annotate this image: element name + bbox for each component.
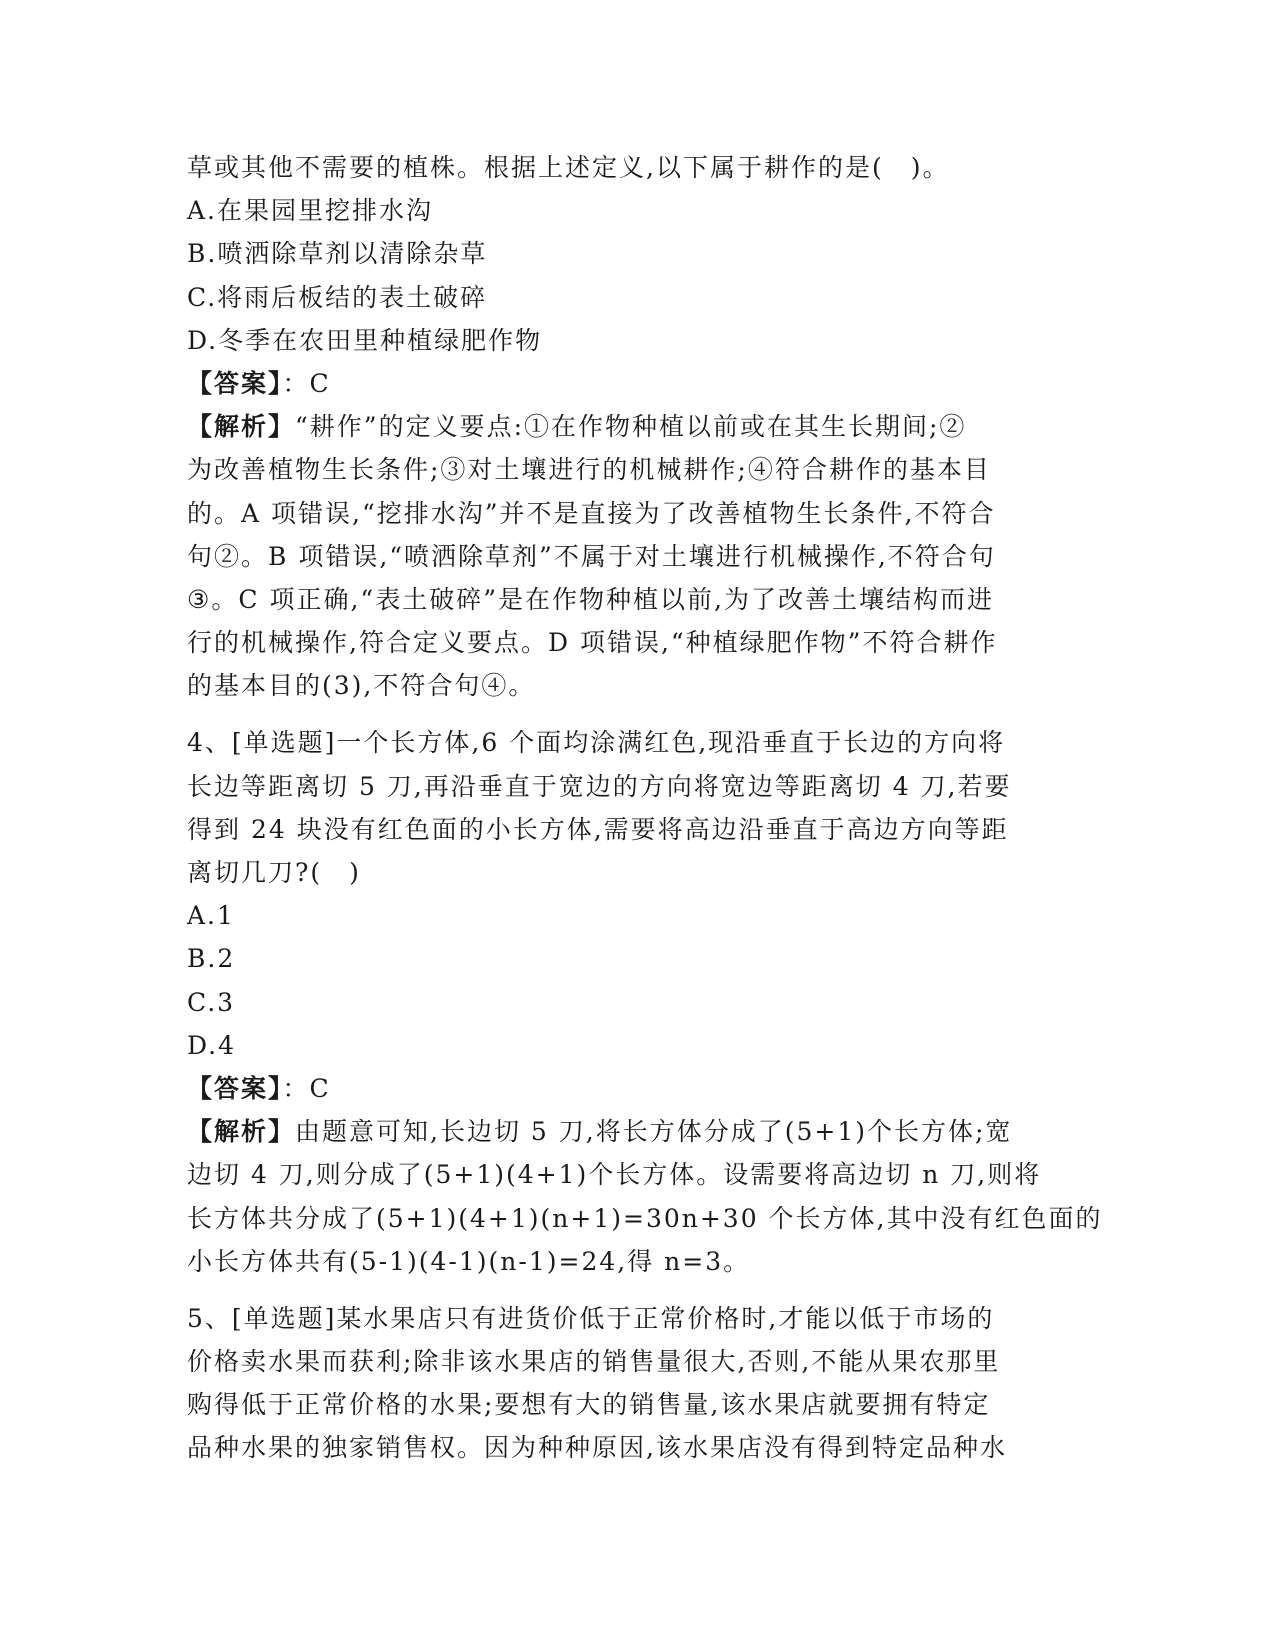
q5-stem-line: 品种水果的独家销售权。因为种种原因,该水果店没有得到特定品种水 xyxy=(187,1433,1007,1463)
paragraph-gap xyxy=(187,1283,1087,1297)
q3-analysis-text: “耕作”的定义要点:①在作物种植以前或在其生长期间;② xyxy=(295,412,967,442)
q4-analysis-line: 边切 4 刀,则分成了(5+1)(4+1)个长方体。设需要将高边切 n 刀,则将 xyxy=(187,1160,1042,1190)
q4-stem-line: 4、[单选题]一个长方体,6 个面均涂满红色,现沿垂直于长边的方向将 xyxy=(187,728,1006,758)
q3-analysis-line: ③。C 项正确,“表土破碎”是在作物种植以前,为了改善土壤结构而进 xyxy=(187,584,994,614)
q4-stem-line: 得到 24 块没有红色面的小长方体,需要将高边沿垂直于高边方向等距 xyxy=(187,814,1009,844)
q3-analysis-label: 【解析】 xyxy=(187,412,296,442)
q5-stem-line: 购得低于正常价格的水果;要想有大的销售量,该水果店就要拥有特定 xyxy=(187,1390,991,1420)
q3-option-a: A.在果园里挖排水沟 xyxy=(187,196,434,226)
q4-analysis-line: 长方体共分成了(5+1)(4+1)(n+1)=30n+30 个长方体,其中没有红色面的 xyxy=(187,1203,1103,1233)
q4-stem-line: 离切几刀?( ) xyxy=(187,858,361,887)
q3-option-b: B.喷洒除草剂以清除杂草 xyxy=(187,239,488,269)
q4-analysis-text: 由题意可知,长边切 5 刀,将长方体分成了(5+1)个长方体;宽 xyxy=(295,1117,1013,1147)
q4-answer-value: ：C xyxy=(282,1073,331,1103)
q3-analysis-line: 的。A 项错误,“挖排水沟”并不是直接为了改善植物生长条件,不符合 xyxy=(187,498,996,528)
q3-stem-end: 草或其他不需要的植株。根据上述定义,以下属于耕作的是( )。 xyxy=(187,153,950,182)
paragraph-gap xyxy=(187,707,1087,721)
q3-option-d: D.冬季在农田里种植绿肥作物 xyxy=(187,325,543,355)
q4-analysis-line: 小长方体共有(5-1)(4-1)(n-1)=24,得 n=3。 xyxy=(187,1246,751,1276)
q3-analysis-line xyxy=(187,405,1087,448)
q3-analysis-line: 为改善植物生长条件;③对土壤进行的机械耕作;④符合耕作的基本目 xyxy=(187,455,991,485)
q5-stem-line: 价格卖水果而获利;除非该水果店的销售量很大,否则,不能从果农那里 xyxy=(187,1347,1001,1377)
q4-option-c: C.3 xyxy=(187,987,236,1017)
q4-answer xyxy=(187,1067,1087,1110)
q3-answer xyxy=(187,362,1087,405)
q3-analysis-line: 行的机械操作,符合定义要点。D 项错误,“种植绿肥作物”不符合耕作 xyxy=(187,628,998,658)
q4-analysis-line xyxy=(187,1110,1087,1153)
q4-answer-label: 【答案】 xyxy=(187,1073,283,1103)
q3-option-c: C.将雨后板结的表土破碎 xyxy=(187,282,488,312)
q3-analysis-line: 的基本目的(3),不符合句④。 xyxy=(187,671,536,701)
q4-option-a: A.1 xyxy=(187,901,235,931)
q3-answer-label: 【答案】 xyxy=(187,368,283,398)
document-content xyxy=(187,146,1103,1470)
q3-analysis-line: 句②。B 项错误,“喷洒除草剂”不属于对土壤进行机械操作,不符合句 xyxy=(187,541,996,571)
q4-stem-line: 长边等距离切 5 刀,再沿垂直于宽边的方向将宽边等距离切 4 刀,若要 xyxy=(187,771,1012,801)
q3-answer-value: ：C xyxy=(282,368,331,398)
q4-option-d: D.4 xyxy=(187,1030,237,1060)
q4-option-b: B.2 xyxy=(187,944,236,974)
q4-analysis-label: 【解析】 xyxy=(187,1117,296,1147)
q5-stem-line: 5、[单选题]某水果店只有进货价低于正常价格时,才能以低于市场的 xyxy=(187,1303,995,1333)
